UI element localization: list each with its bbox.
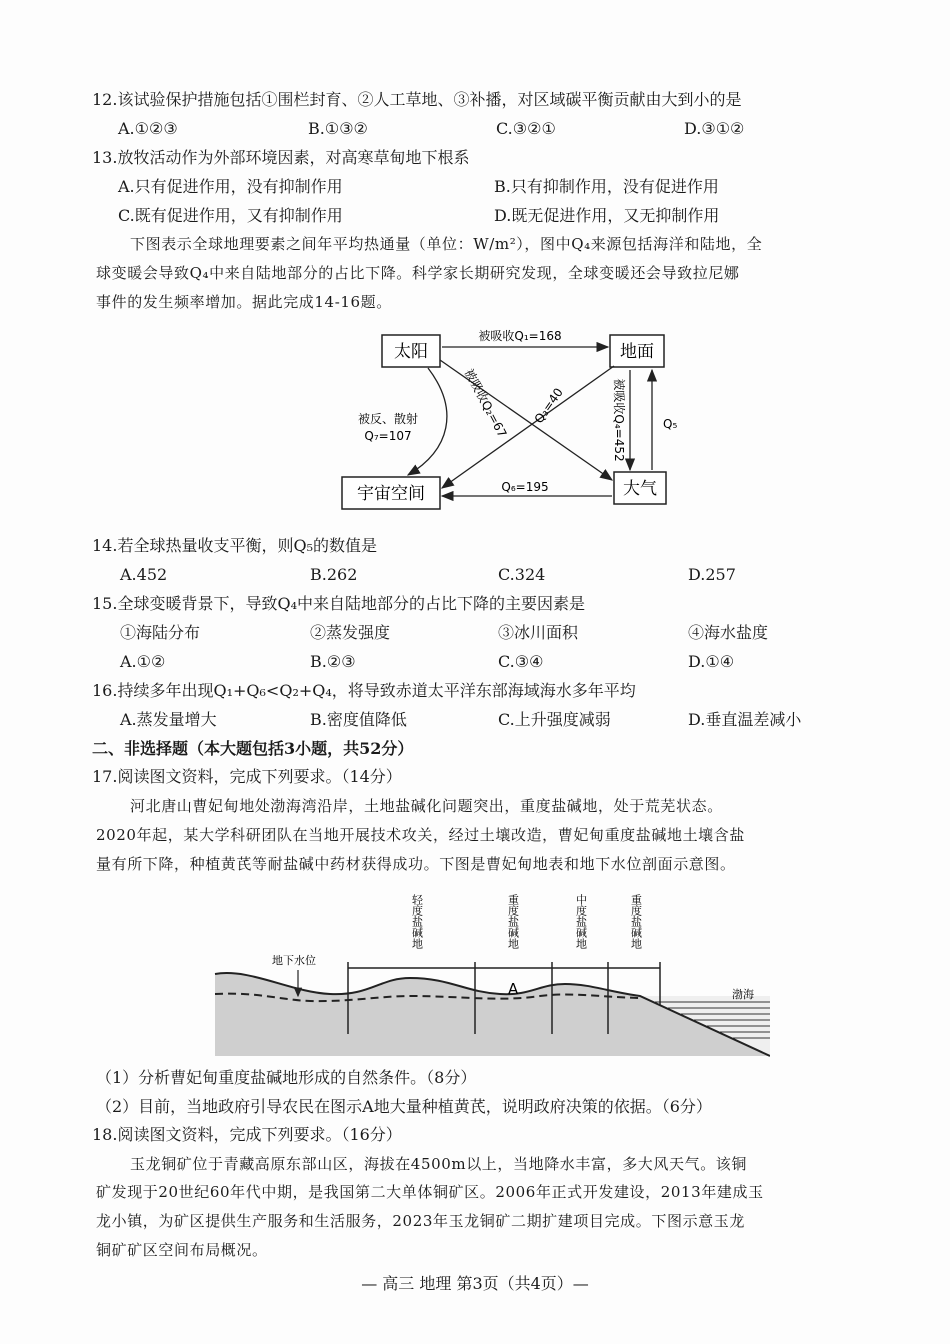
q15-stem: 15.全球变暖背景下，导致Q₄中来自陆地部分的占比下降的主要因素是 bbox=[92, 594, 585, 613]
q14-option-c: C.324 bbox=[498, 565, 546, 584]
section-2-title: 二、非选择题（本大题包括3小题，共52分） bbox=[92, 739, 414, 758]
space-node bbox=[342, 477, 440, 509]
q16-option-a: A.蒸发量增大 bbox=[120, 710, 217, 729]
groundwater-label: 地下水位 bbox=[272, 954, 316, 967]
q18-stem: 18.阅读图文资料，完成下列要求。（16分） bbox=[92, 1125, 402, 1144]
zone-label-heavy-1: 重度盐碱地 bbox=[506, 894, 520, 949]
q15-factor-2: ②蒸发强度 bbox=[310, 623, 391, 642]
sun-label: 太阳 bbox=[394, 342, 428, 362]
q5-label: Q₅ bbox=[663, 417, 678, 431]
q12-option-d: D.③①② bbox=[684, 119, 745, 138]
q15-option-c: C.③④ bbox=[498, 652, 544, 671]
q17-sub-2: （2）目前，当地政府引导农民在图示A地大量种植黄芪，说明政府决策的依据。（6分） bbox=[96, 1097, 712, 1116]
q18-para-3: 龙小镇，为矿区提供生产服务和生活服务，2023年玉龙铜矿二期扩建项目完成。下图示意玉龙 bbox=[96, 1212, 745, 1230]
q13-option-d: D.既无促进作用，又无抑制作用 bbox=[494, 206, 720, 225]
q1-label: 被吸收Q₁=168 bbox=[478, 329, 562, 343]
q17-para-1: 河北唐山曹妃甸地处渤海湾沿岸，土地盐碱化问题突出，重度盐碱地，处于荒芜状态。 bbox=[130, 797, 723, 815]
q15-option-d: D.①④ bbox=[688, 652, 735, 671]
q14-option-b: B.262 bbox=[310, 565, 358, 584]
groundwater-profile-diagram bbox=[210, 884, 770, 1060]
q12-option-a: A.①②③ bbox=[118, 119, 178, 138]
q3-label: Q₃=40 bbox=[531, 385, 566, 426]
atmosphere-label: 大气 bbox=[623, 479, 657, 499]
q12-option-c: C.③②① bbox=[496, 119, 556, 138]
q13-option-a: A.只有促进作用，没有抑制作用 bbox=[118, 177, 343, 196]
q17-sub-1: （1）分析曹妃甸重度盐碱地形成的自然条件。（8分） bbox=[96, 1068, 477, 1087]
zone-label-heavy-2: 重度盐碱地 bbox=[629, 894, 643, 949]
q13-option-b: B.只有抑制作用，没有促进作用 bbox=[494, 177, 719, 196]
q13-option-c: C.既有促进作用，又有抑制作用 bbox=[118, 206, 343, 225]
ground-node bbox=[610, 335, 664, 367]
q16-stem: 16.持续多年出现Q₁+Q₆<Q₂+Q₄，将导致赤道太平洋东部海域海水多年平均 bbox=[92, 681, 636, 700]
q16-option-c: C.上升强度减弱 bbox=[498, 710, 611, 729]
zone-label-medium: 中度盐碱地 bbox=[574, 894, 588, 949]
q17-para-2: 2020年起，某大学科研团队在当地开展技术攻关，经过土壤改造，曹妃甸重度盐碱地土壤含盐 bbox=[96, 826, 745, 844]
q13-stem: 13.放牧活动作为外部环境因素，对高寒草甸地下根系 bbox=[92, 148, 470, 167]
q16-option-b: B.密度值降低 bbox=[310, 710, 407, 729]
q17-para-3: 量有所下降，种植黄芪等耐盐碱中药材获得成功。下图是曹妃甸地表和地下水位剖面示意图。 bbox=[96, 855, 736, 873]
q15-factor-3: ③冰川面积 bbox=[498, 623, 579, 642]
q15-factor-1: ①海陆分布 bbox=[120, 623, 201, 642]
q17-stem: 17.阅读图文资料，完成下列要求。（14分） bbox=[92, 767, 402, 786]
q7-label-line1: 被反、散射 bbox=[357, 412, 419, 426]
atmosphere-node bbox=[614, 472, 666, 504]
heat-flux-diagram bbox=[330, 320, 690, 520]
q18-para-2: 矿发现于20世纪60年代中期，是我国第二大单体铜矿区。2006年正式开发建设，2013年建成玉 bbox=[96, 1183, 764, 1201]
intro-line-1: 下图表示全球地理要素之间年平均热通量（单位：W/m²），图中Q₄来源包括海洋和陆地，全 bbox=[130, 235, 763, 253]
q2-label: 被吸收Q₂=67 bbox=[461, 366, 510, 440]
q4-label: 被吸收Q₄=452 bbox=[612, 378, 626, 462]
q7-label-line2: Q₇=107 bbox=[364, 429, 412, 443]
page-footer: — 高三 地理 第3页（共4页）— bbox=[361, 1274, 589, 1293]
q6-label: Q₆=195 bbox=[501, 480, 549, 494]
zone-label-light: 轻度盐碱地 bbox=[410, 894, 424, 949]
ground-label: 地面 bbox=[620, 342, 654, 362]
q18-para-1: 玉龙铜矿位于青藏高原东部山区，海拔在4500m以上，当地降水丰富，多大风天气。该铜 bbox=[130, 1155, 748, 1173]
sea-label: 渤海 bbox=[732, 988, 754, 1001]
q15-factor-4: ④海水盐度 bbox=[688, 623, 769, 642]
sun-node bbox=[382, 335, 440, 367]
q14-stem: 14.若全球热量收支平衡，则Q₅的数值是 bbox=[92, 536, 377, 555]
intro-line-2: 球变暖会导致Q₄中来自陆地部分的占比下降。科学家长期研究发现，全球变暖还会导致拉尼娜 bbox=[96, 264, 740, 282]
q15-option-a: A.①② bbox=[120, 652, 166, 671]
point-a-label: A bbox=[508, 980, 519, 998]
q12-option-b: B.①③② bbox=[308, 119, 368, 138]
intro-line-3: 事件的发生频率增加。据此完成14-16题。 bbox=[96, 293, 392, 311]
space-label: 宇宙空间 bbox=[357, 484, 425, 504]
q14-option-a: A.452 bbox=[120, 565, 168, 584]
q12-stem: 12.该试验保护措施包括①围栏封育、②人工草地、③补播，对区域碳平衡贡献由大到小的是 bbox=[92, 90, 742, 109]
q18-para-4: 铜矿矿区空间布局概况。 bbox=[96, 1241, 268, 1259]
q15-option-b: B.②③ bbox=[310, 652, 356, 671]
q16-option-d: D.垂直温差减小 bbox=[688, 710, 802, 729]
q14-option-d: D.257 bbox=[688, 565, 736, 584]
